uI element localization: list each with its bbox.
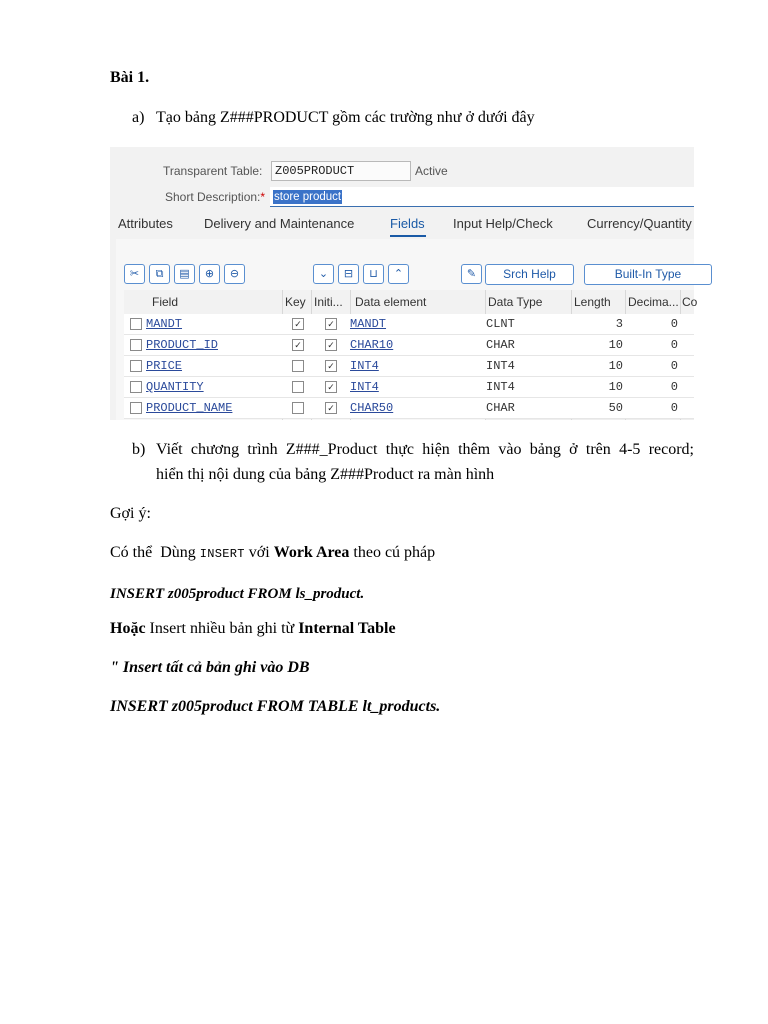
item-b-line-2: hiển thị nội dung của bảng Z###Product ra màn hình — [156, 466, 495, 483]
srch-help-button[interactable]: Srch Help — [485, 264, 574, 285]
item-a-marker: a) — [132, 109, 145, 126]
collapse-up-icon[interactable]: ⌃ — [388, 264, 409, 284]
active-tab-indicator — [390, 235, 426, 237]
exercise-heading: Bài 1. — [110, 69, 150, 86]
table-row[interactable] — [124, 377, 694, 398]
table-name-field[interactable]: Z005PRODUCT — [271, 161, 411, 181]
decimals-value: 0 — [670, 380, 678, 394]
field-name[interactable]: QUANTITY — [146, 380, 204, 394]
col-header-field[interactable]: Field — [152, 295, 179, 309]
key-checkbox[interactable] — [292, 360, 304, 372]
initial-checkbox[interactable]: ✓ — [325, 381, 337, 393]
key-checkbox[interactable] — [292, 381, 304, 393]
table-header-row — [124, 290, 698, 315]
col-header-co[interactable]: Co — [682, 295, 698, 309]
code-insert-work-area: INSERT z005product FROM ls_product. — [110, 586, 365, 602]
short-description-field[interactable] — [270, 187, 694, 207]
row-select-checkbox[interactable] — [130, 318, 142, 330]
col-header-data-type[interactable]: Data Type — [488, 295, 543, 309]
insert-keyword: INSERT — [199, 547, 245, 561]
insert-structure-icon[interactable]: ⊟ — [338, 264, 359, 284]
table-row[interactable] — [124, 356, 694, 377]
col-header-decimals[interactable]: Decima... — [628, 295, 679, 309]
data-type: CHAR — [486, 401, 515, 415]
tab-fields[interactable]: Fields — [390, 216, 425, 231]
initial-checkbox[interactable]: ✓ — [325, 339, 337, 351]
delete-row-icon[interactable]: ⊖ — [224, 264, 245, 284]
include-icon[interactable]: ⊔ — [363, 264, 384, 284]
key-checkbox[interactable]: ✓ — [292, 339, 304, 351]
field-name[interactable]: MANDT — [146, 317, 183, 331]
hint-line: Có thể Dùng INSERT với Work Area theo cú pháp — [110, 544, 436, 561]
data-element[interactable]: CHAR50 — [350, 401, 394, 415]
data-type: INT4 — [486, 380, 515, 394]
sap-table-screenshot — [110, 147, 698, 420]
initial-checkbox[interactable]: ✓ — [325, 402, 337, 414]
item-b-line-1: Viết chương trình Z###_Product thực hiện thêm vào bảng ở trên 4-5 record; — [156, 441, 694, 458]
tab-attributes[interactable]: Attributes — [118, 216, 173, 231]
where-used-icon[interactable]: ✎ — [461, 264, 482, 284]
code-comment: " Insert tất cả bản ghi vào DB — [110, 659, 310, 676]
data-element[interactable]: INT4 — [350, 380, 379, 394]
copy-icon[interactable]: ⧉ — [149, 264, 170, 284]
col-header-initial[interactable]: Initi... — [314, 295, 343, 309]
key-checkbox[interactable] — [292, 402, 304, 414]
col-header-length[interactable]: Length — [574, 295, 611, 309]
or-line: Hoặc Insert nhiều bản ghi từ Internal Table — [110, 620, 396, 637]
short-description-label: Short Description:* — [165, 190, 266, 204]
initial-checkbox[interactable]: ✓ — [325, 318, 337, 330]
tab-input-help-check[interactable]: Input Help/Check — [453, 216, 553, 231]
item-b-marker: b) — [132, 441, 146, 458]
data-element[interactable]: CHAR10 — [350, 338, 394, 352]
data-type: CHAR — [486, 338, 515, 352]
length-value: 10 — [608, 359, 623, 373]
decimals-value: 0 — [670, 401, 678, 415]
decimals-value: 0 — [670, 338, 678, 352]
transparent-table-label: Transparent Table: — [163, 164, 263, 178]
short-description-value: store product — [274, 191, 342, 203]
insert-row-icon[interactable]: ⊕ — [199, 264, 220, 284]
tab-bar — [110, 211, 694, 237]
code-insert-table: INSERT z005product FROM TABLE lt_products. — [110, 698, 441, 715]
item-a-text: Tạo bảng Z###PRODUCT gồm các trường như ở dưới đây — [156, 109, 535, 126]
data-element[interactable]: MANDT — [350, 317, 387, 331]
fields-table — [124, 290, 698, 420]
length-value: 50 — [608, 401, 623, 415]
length-value: 10 — [608, 338, 623, 352]
key-checkbox[interactable]: ✓ — [292, 318, 304, 330]
data-type: CLNT — [486, 317, 515, 331]
hint-label: Gợi ý: — [110, 505, 151, 522]
col-header-key[interactable]: Key — [285, 295, 306, 309]
table-row[interactable] — [124, 398, 694, 419]
tab-currency-quantity[interactable]: Currency/Quantity — [587, 216, 692, 231]
paste-icon[interactable]: ▤ — [174, 264, 195, 284]
field-name[interactable]: PRODUCT_NAME — [146, 401, 233, 415]
built-in-type-button[interactable]: Built-In Type — [584, 264, 712, 285]
table-row[interactable] — [124, 335, 694, 356]
row-select-checkbox[interactable] — [130, 402, 142, 414]
initial-checkbox[interactable]: ✓ — [325, 360, 337, 372]
row-select-checkbox[interactable] — [130, 381, 142, 393]
length-value: 3 — [615, 317, 623, 331]
decimals-value: 0 — [670, 317, 678, 331]
table-row[interactable] — [124, 314, 694, 335]
row-select-checkbox[interactable] — [130, 360, 142, 372]
col-header-data-element[interactable]: Data element — [355, 295, 427, 309]
field-name[interactable]: PRODUCT_ID — [146, 338, 219, 352]
data-element[interactable]: INT4 — [350, 359, 379, 373]
scissors-icon[interactable]: ✂ — [124, 264, 145, 284]
decimals-value: 0 — [670, 359, 678, 373]
row-select-checkbox[interactable] — [130, 339, 142, 351]
field-name[interactable]: PRICE — [146, 359, 183, 373]
length-value: 10 — [608, 380, 623, 394]
tab-delivery-maintenance[interactable]: Delivery and Maintenance — [204, 216, 355, 231]
status-text: Active — [415, 164, 448, 178]
data-type: INT4 — [486, 359, 515, 373]
expand-down-icon[interactable]: ⌄ — [313, 264, 334, 284]
